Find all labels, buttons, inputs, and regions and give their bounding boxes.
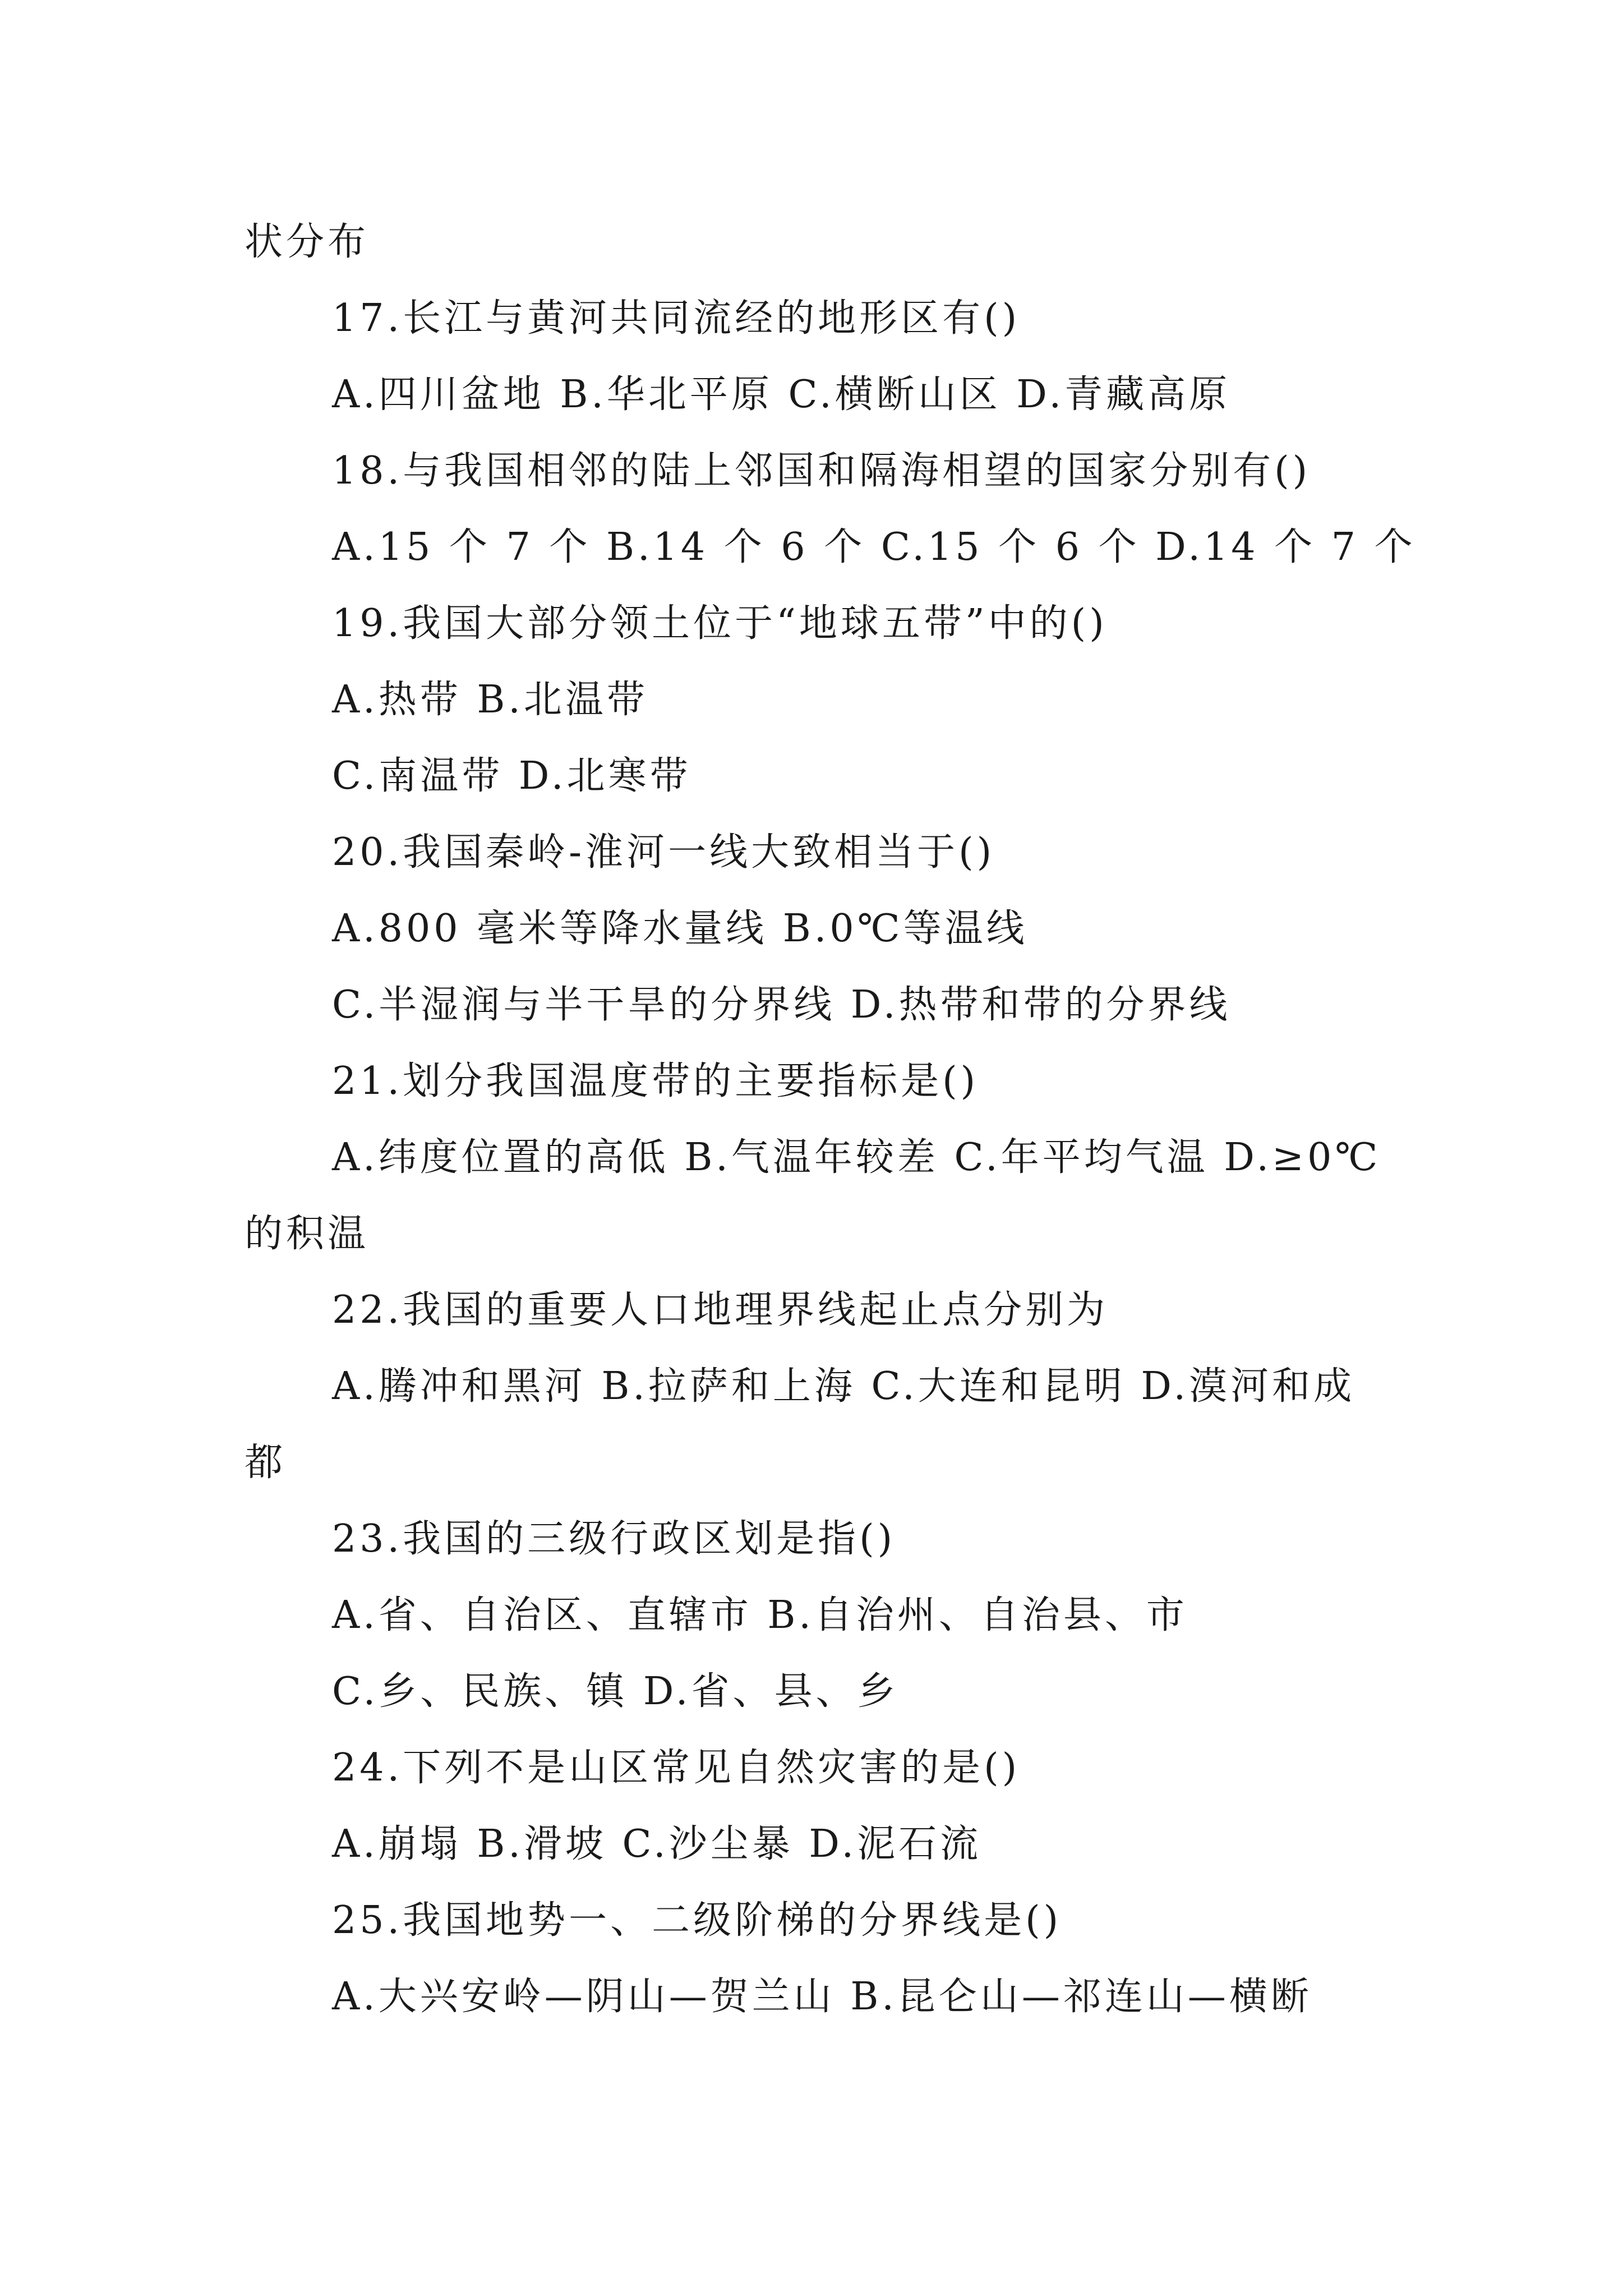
options-21: A.纬度位置的高低 B.气温年较差 C.年平均气温 D.≥0℃	[332, 1135, 1381, 1180]
question-19: 19.我国大部分领土位于“地球五带”中的()	[332, 601, 1108, 646]
options-18: A.15 个 7 个 B.14 个 6 个 C.15 个 6 个 D.14 个 7 个	[332, 525, 1416, 569]
options-19-cd: C.南温带 D.北寒带	[332, 754, 691, 798]
options-22-continued: 都	[245, 1441, 287, 1485]
options-23-cd: C.乡、民族、镇 D.省、县、乡	[332, 1669, 899, 1714]
options-17: A.四川盆地 B.华北平原 C.横断山区 D.青藏高原	[332, 372, 1231, 417]
options-20-ab: A.800 毫米等降水量线 B.0℃等温线	[332, 907, 1028, 951]
options-25: A.大兴安岭—阴山—贺兰山 B.昆仑山—祁连山—横断	[332, 1975, 1312, 2019]
question-17: 17.长江与黄河共同流经的地形区有()	[332, 296, 1021, 341]
question-21: 21.划分我国温度带的主要指标是()	[332, 1059, 979, 1103]
options-19-ab: A.热带 B.北温带	[332, 678, 648, 722]
question-24: 24.下列不是山区常见自然灾害的是()	[332, 1746, 1021, 1790]
options-20-cd: C.半湿润与半干旱的分界线 D.热带和带的分界线	[332, 983, 1231, 1027]
options-23-ab: A.省、自治区、直辖市 B.自治州、自治县、市	[332, 1593, 1188, 1637]
question-23: 23.我国的三级行政区划是指()	[332, 1517, 896, 1561]
options-22: A.腾冲和黑河 B.拉萨和上海 C.大连和昆明 D.漠河和成	[332, 1364, 1355, 1409]
text-line: 状分布	[245, 220, 370, 264]
question-22: 22.我国的重要人口地理界线起止点分别为	[332, 1288, 1109, 1332]
options-21-continued: 的积温	[245, 1212, 370, 1256]
question-20: 20.我国秦岭-淮河一线大致相当于()	[332, 830, 995, 875]
question-18: 18.与我国相邻的陆上邻国和隔海相望的国家分别有()	[332, 449, 1311, 493]
question-25: 25.我国地势一、二级阶梯的分界线是()	[332, 1898, 1062, 1943]
options-24: A.崩塌 B.滑坡 C.沙尘暴 D.泥石流	[332, 1822, 982, 1866]
